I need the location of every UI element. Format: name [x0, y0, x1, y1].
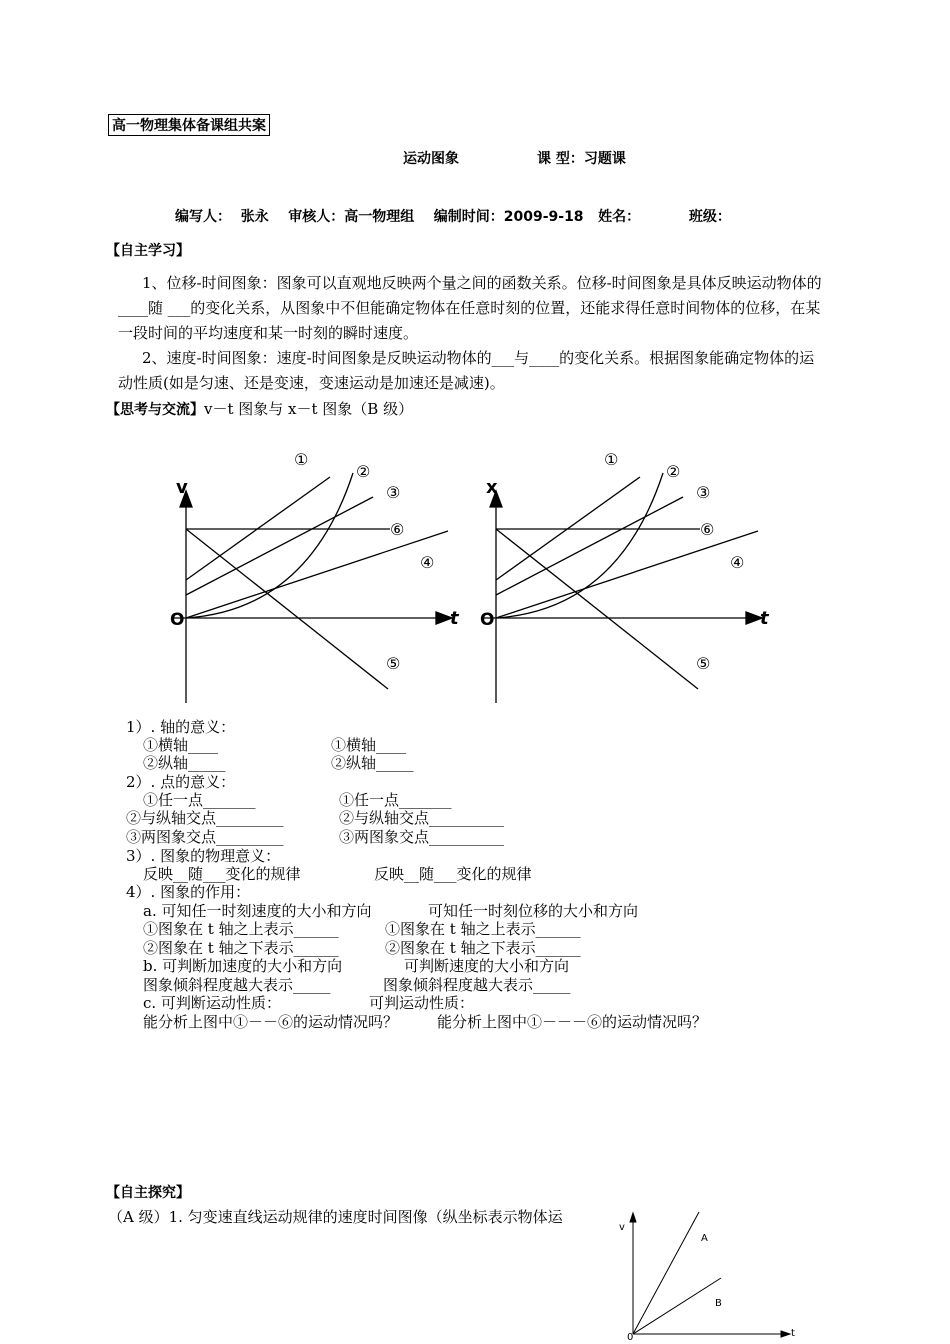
xt-line-3: [496, 497, 683, 595]
exp-y-label: v: [619, 1222, 625, 1233]
q-slope-vt: 图象倾斜程度越大表示_____: [143, 976, 331, 994]
vt-curve-2: [186, 473, 353, 618]
vt-line-5: [186, 529, 388, 689]
exp-line-a: [633, 1212, 699, 1334]
q-usage-b-vt: b. 可判断加速度的大小和方向: [143, 957, 343, 975]
lesson-title: 运动图象: [403, 151, 459, 167]
q-below-axis-xt: ②图象在 t 轴之下表示______: [385, 939, 581, 957]
xt-x-label: t: [760, 608, 769, 629]
exp-label-b: B: [715, 1298, 722, 1309]
group-title: 高一物理集体备课组共案: [108, 114, 270, 136]
self-study-paragraph-1: 1、位移-时间图象：图象可以直观地反映两个量之间的函数关系。位移-时间图象是具体反映运动物体的____随 ___的变化关系，从图象中不但能确定物体在任意时刻的位置，还能求得任意时间物体的位移，在某一段时间的平均速度和某一时刻的瞬时速度。: [118, 274, 822, 342]
vt-label-1: ①: [294, 450, 309, 469]
self-study-paragraph-2: 2、速度-时间图象：速度-时间图象是反映运动物体的___与____的变化关系。根据图象能确定物体的运动性质(如是匀速、还是变速，变速运动是加速还是减速)。: [118, 349, 815, 392]
xt-label-2: ②: [666, 462, 681, 481]
exploration-vt-graph: [615, 1210, 800, 1343]
q-intercept-xt: ②与纵轴交点__________: [339, 809, 505, 827]
exploration-item-1: （A 级）1. 匀变速直线运动规律的速度时间图像（纵坐标表示物体运: [108, 1208, 563, 1226]
vt-label-5: ⑤: [386, 654, 401, 673]
q-intersection-xt: ③两图象交点__________: [339, 828, 505, 846]
q-usage-c-xt: 可判运动性质：: [369, 994, 475, 1012]
discussion-topic: v－t 图象与 x－t 图象（B 级）: [204, 400, 414, 418]
vt-label-2: ②: [356, 462, 371, 481]
q-meaning-heading: 3）. 图象的物理意义：: [126, 847, 281, 865]
q-usage-heading: 4）. 图象的作用：: [126, 883, 251, 901]
discussion-heading: 【思考与交流】: [106, 402, 204, 418]
xt-label-1: ①: [604, 450, 619, 469]
q-analyze-xt: 能分析上图中①－－－⑥的运动情况吗？: [437, 1013, 708, 1031]
vt-y-label: v: [176, 477, 188, 498]
q-above-axis-vt: ①图象在 t 轴之上表示______: [143, 920, 339, 938]
q-intersection-vt: ③两图象交点_________: [126, 828, 284, 846]
xt-graph: [478, 445, 778, 715]
vt-line-3: [186, 497, 373, 595]
exp-label-a: A: [701, 1233, 708, 1244]
q-any-point-xt: ①任一点_______: [339, 791, 452, 809]
xt-label-4: ④: [730, 553, 745, 572]
q-usage-a-xt: 可知任一时刻位移的大小和方向: [428, 902, 639, 920]
q-below-axis-vt: ②图象在 t 轴之下表示______: [143, 939, 339, 957]
xt-line-5: [496, 529, 698, 689]
vt-label-6: ⑥: [390, 520, 405, 539]
q-slope-xt: 图象倾斜程度越大表示_____: [383, 976, 571, 994]
q-usage-b-xt: 可判断速度的大小和方向: [404, 957, 570, 975]
q-horizontal-axis-vt: ①横轴____: [143, 736, 219, 754]
exp-origin: 0: [627, 1332, 634, 1343]
exp-x-arrow: [781, 1331, 790, 1337]
xt-origin: O: [480, 610, 495, 630]
meta-line: 编写人： 张永 审核人：高一物理组 编制时间：2009-9-18 姓名： 班级：: [175, 209, 731, 225]
q-points-heading: 2）. 点的意义：: [126, 773, 236, 791]
vt-x-label: t: [450, 608, 459, 629]
q-usage-c-vt: c. 可判断运动性质：: [143, 994, 281, 1012]
exploration-heading: 【自主探究】: [106, 1185, 190, 1201]
xt-label-6: ⑥: [700, 520, 715, 539]
vt-origin: O: [170, 610, 185, 630]
q-axes-heading: 1）. 轴的意义：: [126, 718, 236, 736]
vt-label-3: ③: [386, 483, 401, 502]
xt-curve-2: [496, 473, 663, 618]
discussion-line: [106, 398, 413, 419]
xt-label-5: ⑤: [696, 654, 711, 673]
lesson-type: 课 型：习题课: [537, 151, 626, 167]
q-any-point-vt: ①任一点_______: [143, 791, 256, 809]
q-analyze-vt: 能分析上图中①－－⑥的运动情况吗？: [143, 1013, 399, 1031]
q-usage-a-vt: a. 可知任一时刻速度的大小和方向: [143, 902, 372, 920]
q-vertical-axis-vt: ②纵轴_____: [143, 754, 226, 772]
q-vertical-axis-xt: ②纵轴_____: [331, 754, 414, 772]
vt-graph: [168, 445, 468, 715]
q-meaning-xt: 反映__随___变化的规律: [374, 865, 532, 883]
exp-y-arrow: [630, 1213, 636, 1222]
self-study-heading: 【自主学习】: [106, 243, 190, 259]
exp-x-label: t: [791, 1328, 795, 1339]
q-intercept-vt: ②与纵轴交点_________: [126, 809, 284, 827]
xt-label-3: ③: [696, 483, 711, 502]
exp-line-b: [633, 1278, 721, 1334]
q-horizontal-axis-xt: ①横轴____: [331, 736, 407, 754]
vt-label-4: ④: [420, 553, 435, 572]
xt-y-label: x: [486, 477, 498, 498]
q-above-axis-xt: ①图象在 t 轴之上表示______: [385, 920, 581, 938]
q-meaning-vt: 反映__随___变化的规律: [143, 865, 301, 883]
